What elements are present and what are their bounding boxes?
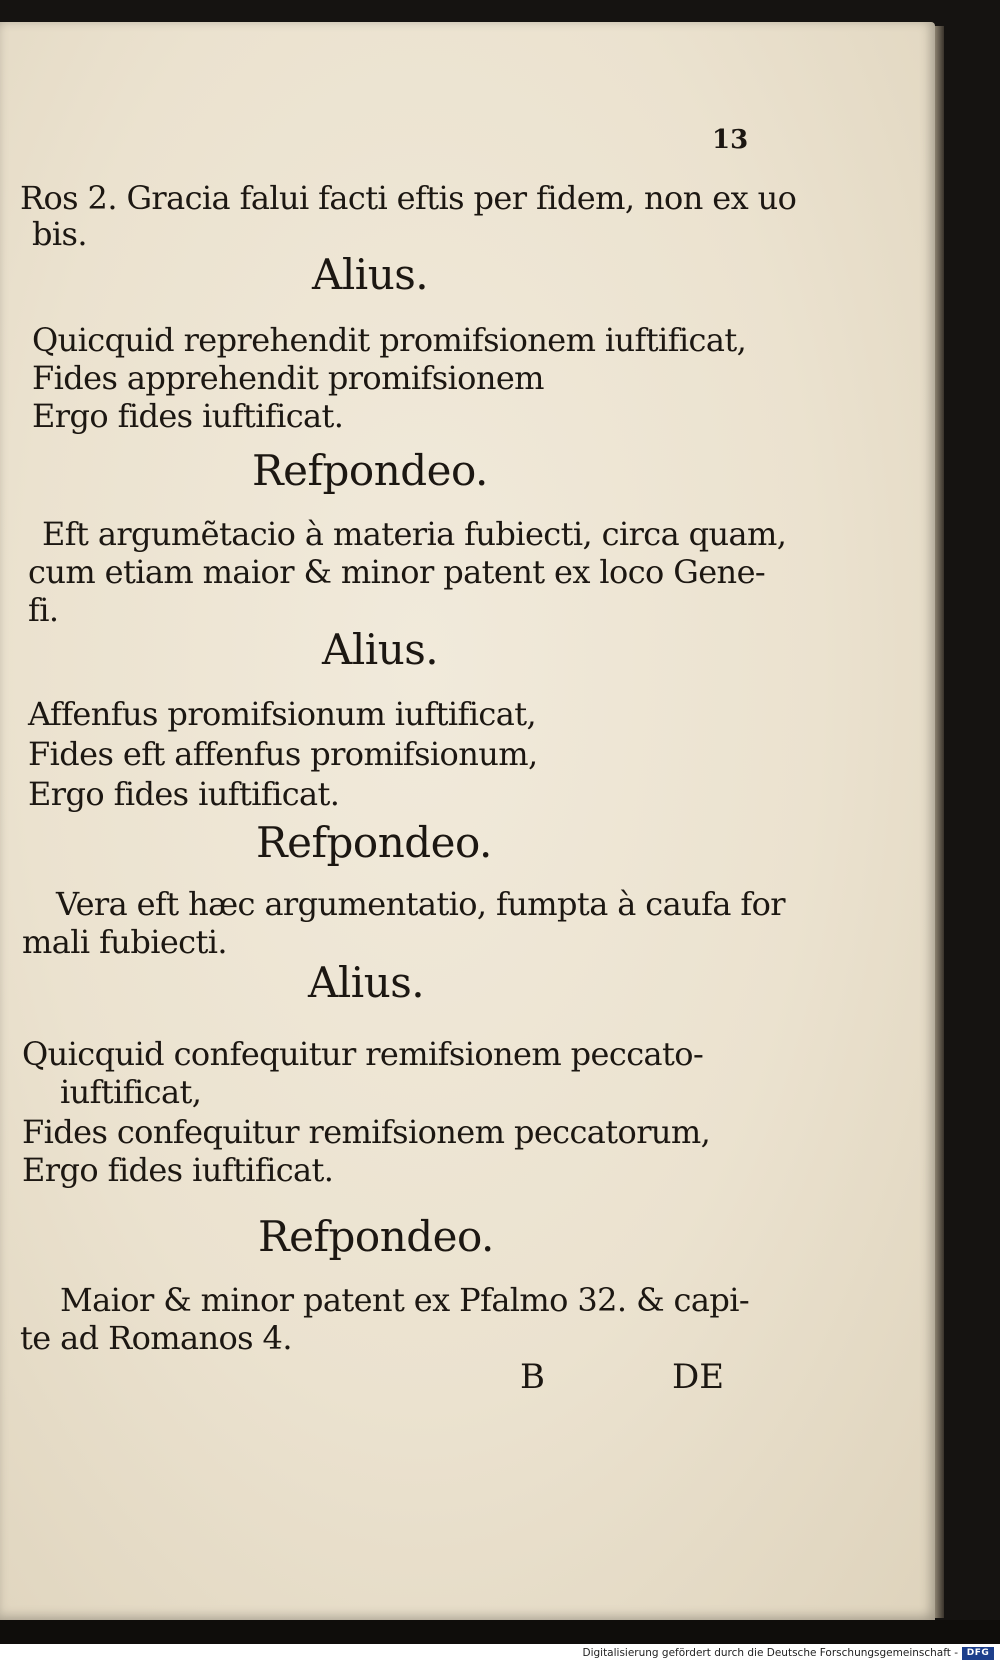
heading-alius: Alius.: [308, 958, 425, 1007]
text-line: Maior & minor patent ex Pfalmo 32. & capi-: [60, 1281, 750, 1319]
text-line: Affenfus promifsionum iuftificat,: [28, 695, 537, 733]
text-line: te ad Romanos 4.: [20, 1319, 292, 1357]
text-line: iuftificat,: [60, 1073, 202, 1111]
text-line: Fides eft affenfus promifsionum,: [28, 735, 538, 773]
dfg-logo: DFG: [962, 1647, 994, 1660]
text-line: bis.: [32, 215, 87, 253]
heading-respondeo: Refpondeo.: [256, 818, 492, 867]
text-line: Ergo fides iuftificat.: [28, 775, 340, 813]
text-line: Ros 2. Gracia falui facti eftis per fidem, non ex uo: [20, 179, 797, 217]
funding-credit: Digitalisierung gefördert durch die Deutsche Forschungsgemeinschaft -: [582, 1647, 958, 1659]
text-line: Vera eft hæc argumentatio, fumpta à caufa for: [56, 885, 786, 923]
heading-respondeo: Refpondeo.: [252, 446, 488, 495]
text-line: Ergo fides iuftificat.: [32, 397, 344, 435]
text-line: cum etiam maior & minor patent ex loco Gene-: [28, 553, 766, 591]
text-line: mali fubiecti.: [22, 923, 227, 961]
text-line: Ergo fides iuftificat.: [22, 1151, 334, 1189]
text-line: fi.: [28, 591, 59, 629]
text-line: Eft argumẽtacio à materia fubiecti, circa quam,: [42, 515, 787, 553]
signature-mark: B: [520, 1357, 545, 1397]
book-page: [0, 22, 935, 1620]
folio-number: 13: [712, 125, 749, 155]
heading-alius: Alius.: [312, 250, 429, 299]
text-line: Fides confequitur remifsionem peccatorum,: [22, 1113, 711, 1151]
scan-background: [0, 1620, 1000, 1644]
heading-alius: Alius.: [322, 625, 439, 674]
text-line: Quicquid confequitur remifsionem peccato-: [22, 1035, 704, 1073]
heading-respondeo: Refpondeo.: [258, 1212, 494, 1261]
text-line: Fides apprehendit promifsionem: [32, 359, 544, 397]
page-edge: [935, 26, 944, 1618]
catchword: DE: [672, 1357, 725, 1397]
text-line: Quicquid reprehendit promifsionem iuftificat,: [32, 321, 747, 359]
